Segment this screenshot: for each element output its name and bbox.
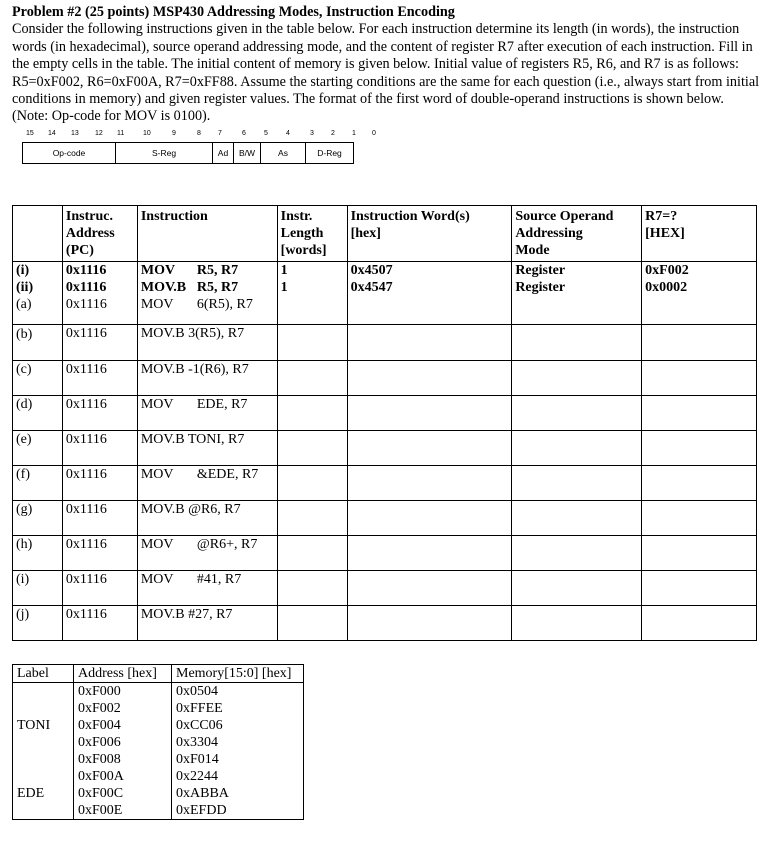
problem-title: Problem #2 (25 points) MSP430 Addressing Modes, Instruction Encoding bbox=[12, 4, 455, 20]
row-r7-cell[interactable] bbox=[642, 324, 757, 360]
row-r7-cell[interactable] bbox=[642, 605, 757, 640]
row-length-cell[interactable] bbox=[277, 324, 347, 360]
row-words-cell[interactable] bbox=[347, 296, 512, 324]
row-instruction: MOV.B @R6, R7 bbox=[137, 500, 277, 535]
memory-label: TONI bbox=[13, 717, 74, 734]
memory-row bbox=[13, 785, 304, 802]
field-as: As bbox=[261, 143, 306, 163]
row-label: (b) bbox=[13, 324, 63, 360]
memory-row bbox=[13, 751, 304, 768]
memory-header-label: Label bbox=[13, 665, 74, 683]
row-instruction: MOV.B -1(R6), R7 bbox=[137, 360, 277, 395]
bit-number: 6 bbox=[242, 130, 246, 137]
format-fields bbox=[22, 142, 354, 164]
memory-row bbox=[13, 802, 304, 820]
row-mode-cell[interactable] bbox=[512, 395, 642, 430]
header-label bbox=[13, 206, 63, 262]
bit-number: 11 bbox=[117, 130, 125, 137]
problem-description: Consider the following instructions given in the table below. For each instruction determine its length (in words), the instruction words (in hexadecimal), source operand addressing mode, and the content of register R7 after execution of each instruction. Fill in the empty cells in the table. The initial content of memory is given below. Initial value of registers R5, R6, and R7 is as follows: R5=0xF002, R6=0xF00A, R7=0xFF88. Assume the starting conditions are the same for each question (i.e., always start from initial conditions in memory) and given register values. The format of the first word of double-operand instructions is shown below. (Note: Op-code for MOV is 0100). bbox=[12, 21, 760, 125]
row-mode-cell[interactable] bbox=[512, 324, 642, 360]
row-address: 0x1116 bbox=[62, 324, 137, 360]
row-address: 0x1116 bbox=[62, 500, 137, 535]
row-r7-cell[interactable] bbox=[642, 465, 757, 500]
memory-header-row bbox=[13, 665, 304, 683]
row-instruction: MOV.B R5, R7 bbox=[137, 279, 277, 296]
table-row-example bbox=[13, 262, 757, 280]
row-words-cell[interactable] bbox=[347, 360, 512, 395]
field-ad: Ad bbox=[213, 143, 234, 163]
row-length-cell[interactable] bbox=[277, 570, 347, 605]
memory-row bbox=[13, 717, 304, 734]
row-length-cell[interactable] bbox=[277, 465, 347, 500]
memory-row bbox=[13, 768, 304, 785]
row-words: 0x4507 bbox=[347, 262, 512, 280]
field-sreg: S-Reg bbox=[116, 143, 213, 163]
row-address: 0x1116 bbox=[62, 296, 137, 324]
memory-table bbox=[12, 664, 304, 820]
memory-address: 0xF006 bbox=[74, 734, 172, 751]
row-mode-cell[interactable] bbox=[512, 360, 642, 395]
row-r7: 0x0002 bbox=[642, 279, 757, 296]
row-label: (e) bbox=[13, 430, 63, 465]
memory-label: EDE bbox=[13, 785, 74, 802]
table-row bbox=[13, 605, 757, 640]
row-length-cell[interactable] bbox=[277, 395, 347, 430]
header-length: Instr. Length [words] bbox=[277, 206, 347, 262]
memory-address: 0xF000 bbox=[74, 683, 172, 701]
row-address: 0x1116 bbox=[62, 430, 137, 465]
row-words-cell[interactable] bbox=[347, 500, 512, 535]
row-r7: 0xF002 bbox=[642, 262, 757, 280]
row-length-cell[interactable] bbox=[277, 430, 347, 465]
row-instruction: MOV R5, R7 bbox=[137, 262, 277, 280]
bit-number: 1 bbox=[352, 130, 356, 137]
row-address: 0x1116 bbox=[62, 570, 137, 605]
row-address: 0x1116 bbox=[62, 395, 137, 430]
row-words: 0x4547 bbox=[347, 279, 512, 296]
header-r7: R7=? [HEX] bbox=[642, 206, 757, 262]
memory-label bbox=[13, 734, 74, 751]
memory-row bbox=[13, 683, 304, 701]
row-address: 0x1116 bbox=[62, 535, 137, 570]
row-words-cell[interactable] bbox=[347, 465, 512, 500]
row-r7-cell[interactable] bbox=[642, 535, 757, 570]
row-label: (ii) bbox=[13, 279, 63, 296]
bit-number: 5 bbox=[264, 130, 268, 137]
row-label: (i) bbox=[13, 262, 63, 280]
row-r7-cell[interactable] bbox=[642, 570, 757, 605]
table-row bbox=[13, 296, 757, 324]
row-words-cell[interactable] bbox=[347, 535, 512, 570]
bit-number: 7 bbox=[218, 130, 222, 137]
row-r7-cell[interactable] bbox=[642, 500, 757, 535]
memory-address: 0xF00A bbox=[74, 768, 172, 785]
row-words-cell[interactable] bbox=[347, 570, 512, 605]
bit-number: 12 bbox=[95, 130, 103, 137]
memory-label bbox=[13, 768, 74, 785]
table-header-row bbox=[13, 206, 757, 262]
bit-number: 13 bbox=[71, 130, 79, 137]
row-address: 0x1116 bbox=[62, 465, 137, 500]
row-words-cell[interactable] bbox=[347, 324, 512, 360]
row-label: (h) bbox=[13, 535, 63, 570]
memory-value: 0xF014 bbox=[172, 751, 304, 768]
row-instruction: MOV #41, R7 bbox=[137, 570, 277, 605]
field-dreg: D-Reg bbox=[317, 148, 342, 158]
header-address: Instruc. Address (PC) bbox=[62, 206, 137, 262]
memory-label bbox=[13, 802, 74, 820]
row-mode-cell[interactable] bbox=[512, 570, 642, 605]
row-instruction: MOV &EDE, R7 bbox=[137, 465, 277, 500]
table-row bbox=[13, 500, 757, 535]
row-r7-cell[interactable] bbox=[642, 296, 757, 324]
table-row bbox=[13, 324, 757, 360]
field-opcode: Op-code bbox=[23, 143, 116, 163]
row-mode-cell[interactable] bbox=[512, 296, 642, 324]
row-mode: Register bbox=[512, 279, 642, 296]
memory-label bbox=[13, 700, 74, 717]
bit-number: 8 bbox=[197, 130, 201, 137]
bit-number: 15 bbox=[26, 130, 34, 137]
row-r7-cell[interactable] bbox=[642, 395, 757, 430]
row-length-cell[interactable] bbox=[277, 296, 347, 324]
header-mode: Source Operand Addressing Mode bbox=[512, 206, 642, 262]
memory-header-address: Address [hex] bbox=[74, 665, 172, 683]
bit-number: 0 bbox=[372, 130, 376, 137]
bit-number: 10 bbox=[143, 130, 151, 137]
row-label: (c) bbox=[13, 360, 63, 395]
row-label: (g) bbox=[13, 500, 63, 535]
problem-statement bbox=[12, 4, 760, 126]
row-instruction: MOV.B #27, R7 bbox=[137, 605, 277, 640]
row-length: 1 bbox=[277, 279, 347, 296]
row-length-cell[interactable] bbox=[277, 500, 347, 535]
header-words: Instruction Word(s) [hex] bbox=[347, 206, 512, 262]
row-r7-cell[interactable] bbox=[642, 430, 757, 465]
memory-value: 0xFFEE bbox=[172, 700, 304, 717]
instruction-format-diagram bbox=[22, 130, 376, 164]
table-row bbox=[13, 395, 757, 430]
table-row bbox=[13, 570, 757, 605]
header-instruction: Instruction bbox=[137, 206, 277, 262]
row-address: 0x1116 bbox=[62, 279, 137, 296]
row-label: (a) bbox=[13, 296, 63, 324]
table-row-example bbox=[13, 279, 757, 296]
memory-row bbox=[13, 734, 304, 751]
bit-number: 14 bbox=[48, 130, 56, 137]
memory-value: 0x3304 bbox=[172, 734, 304, 751]
memory-value: 0x0504 bbox=[172, 683, 304, 701]
table-row bbox=[13, 465, 757, 500]
row-words-cell[interactable] bbox=[347, 395, 512, 430]
row-label: (f) bbox=[13, 465, 63, 500]
row-address: 0x1116 bbox=[62, 605, 137, 640]
row-label: (d) bbox=[13, 395, 63, 430]
memory-address: 0xF00E bbox=[74, 802, 172, 820]
row-instruction: MOV @R6+, R7 bbox=[137, 535, 277, 570]
row-length-cell[interactable] bbox=[277, 605, 347, 640]
memory-address: 0xF002 bbox=[74, 700, 172, 717]
memory-value: 0x2244 bbox=[172, 768, 304, 785]
table-row bbox=[13, 430, 757, 465]
row-words-cell[interactable] bbox=[347, 605, 512, 640]
memory-address: 0xF004 bbox=[74, 717, 172, 734]
bit-number: 9 bbox=[172, 130, 176, 137]
row-address: 0x1116 bbox=[62, 360, 137, 395]
row-length-cell[interactable] bbox=[277, 535, 347, 570]
row-mode-cell[interactable] bbox=[512, 500, 642, 535]
field-bw: B/W bbox=[234, 143, 261, 163]
memory-address: 0xF00C bbox=[74, 785, 172, 802]
row-instruction: MOV.B 3(R5), R7 bbox=[137, 324, 277, 360]
row-instruction: MOV.B TONI, R7 bbox=[137, 430, 277, 465]
row-instruction: MOV EDE, R7 bbox=[137, 395, 277, 430]
instruction-table bbox=[12, 205, 757, 641]
row-label: (j) bbox=[13, 605, 63, 640]
memory-value: 0xCC06 bbox=[172, 717, 304, 734]
row-mode-cell[interactable] bbox=[512, 430, 642, 465]
row-address: 0x1116 bbox=[62, 262, 137, 280]
row-mode-cell[interactable] bbox=[512, 535, 642, 570]
memory-label bbox=[13, 683, 74, 701]
bit-numbers bbox=[22, 130, 382, 140]
memory-value: 0xEFDD bbox=[172, 802, 304, 820]
row-r7-cell[interactable] bbox=[642, 360, 757, 395]
bit-number: 2 bbox=[331, 130, 335, 137]
memory-address: 0xF008 bbox=[74, 751, 172, 768]
table-row bbox=[13, 535, 757, 570]
row-mode-cell[interactable] bbox=[512, 465, 642, 500]
memory-value: 0xABBA bbox=[172, 785, 304, 802]
bit-number: 3 bbox=[310, 130, 314, 137]
row-mode-cell[interactable] bbox=[512, 605, 642, 640]
memory-row bbox=[13, 700, 304, 717]
row-instruction: MOV 6(R5), R7 bbox=[137, 296, 277, 324]
row-words-cell[interactable] bbox=[347, 430, 512, 465]
table-row bbox=[13, 360, 757, 395]
row-label: (i) bbox=[13, 570, 63, 605]
row-mode: Register bbox=[512, 262, 642, 280]
memory-label bbox=[13, 751, 74, 768]
row-length: 1 bbox=[277, 262, 347, 280]
row-length-cell[interactable] bbox=[277, 360, 347, 395]
bit-number: 4 bbox=[286, 130, 290, 137]
memory-header-value: Memory[15:0] [hex] bbox=[172, 665, 304, 683]
